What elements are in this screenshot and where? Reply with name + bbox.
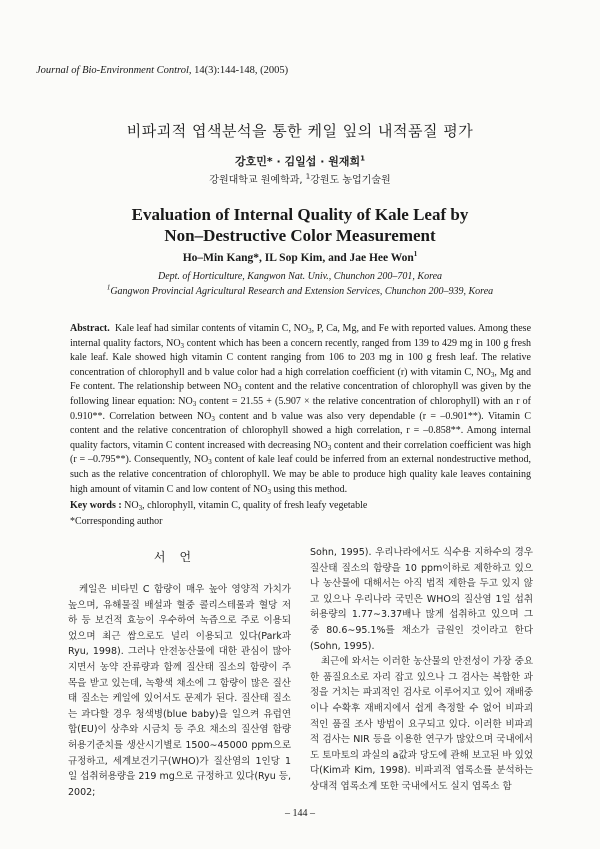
sub-3: 3: [211, 414, 215, 423]
abstract-label: Abstract.: [70, 323, 110, 334]
keywords-text-a: NO: [121, 500, 139, 511]
sub-3: 3: [208, 458, 212, 467]
sub-3: 3: [267, 487, 271, 496]
keywords-sub: 3: [138, 504, 143, 512]
english-affiliation: [0, 269, 600, 299]
abstract-text-1: Kale leaf had similar contents of vitamin C, NO: [115, 323, 309, 334]
korean-affil-a: 강원대학교 원예학과,: [209, 175, 306, 186]
journal-citation: [36, 65, 288, 76]
english-title: [0, 204, 600, 246]
abstract-text-2: , P, Ca, Mg, and Fe with reported values. Among these internal quality factors, NO: [70, 323, 532, 349]
sub-3: 3: [327, 443, 332, 452]
corresponding-author-note: *Corresponding author: [70, 516, 163, 527]
abstract-text-4: , Mg and Fe content. The relationship between NO: [70, 366, 531, 393]
abstract-text-10: using this method.: [270, 483, 348, 495]
page-number: – 144 –: [285, 808, 315, 819]
body-column-right: [310, 545, 533, 795]
korean-affiliation: [0, 171, 600, 186]
sub-3: 3: [490, 370, 495, 379]
english-affil-2-sup: 1: [106, 283, 111, 292]
korean-authors: [0, 153, 600, 169]
keywords-label: Key words :: [70, 500, 122, 511]
english-affil-2-line: [0, 284, 600, 299]
korean-affil-sup: 1: [305, 172, 311, 181]
korean-title: 비파괴적 엽색분석을 통한 케일 잎의 내적품질 평가: [126, 122, 474, 140]
sub-3: 3: [308, 327, 312, 335]
body-right-paragraph-1: Sohn, 1995). 우리나라에서도 식수용 지하수의 경우 질산태 질소의 함량을 10 ppm이하로 제한하고 있으나 농산물에 대해서는 아직 법적 제한을 두고 있지 않고 있으나 우리나라 국민은 WHO의 질산염 1일 섭취허용량의 1.77∼3.37배나 많게 섭취하고 있으며 그 중 80.6∼95.1%를 채소가 급원인 것이라고 한다(Sohn, 1995).: [310, 547, 533, 652]
abstract-text-7: content and b value was also very dependable (r = –0.901**). Vitamin C content and the relative concentration of chlorophyll showed a high correlation, r = –0.858**. Among internal quality factors, vitamin C content increased with decreasing NO: [70, 410, 532, 451]
abstract-text-9: content of kale leaf could be inferred from an external nondestructive method, such as the relative concentration of chlorophyll. We may be able to produce high quality kale leaves containing high amount of vitamin C and low content of NO: [70, 454, 531, 495]
english-author-names: Ho–Min Kang*, IL Sop Kim, and Jae Hee Won: [182, 252, 414, 264]
body-left-paragraph: 케일은 비타민 C 함량이 매우 높아 영양적 가치가 높으며, 유해물질 배설과 혈중 콜리스테롤과 혈당 저하 등 보건적 효능이 우수하여 녹즙으로 주로 이용되었으며 최근 쌈으로도 널리 이용되고 있다(Park과 Ryu, 1998). 그러나 안전농산물에 대한 관심이 많아지면서 농약 잔류량과 함께 질산태 질소의 함량이 주목을 받고 있는데, 녹황색 채소에 그 함량이 많은 질산태 질소는 케일에 있어서도 문제가 된다. 질산태 질소는 과다할 경우 청색병(blue baby)을 일으켜 유럽연합(EU)이 상추와 시금치 등 주요 채소의 질산염 함량 허용기준치를 생산시기별로 1500∼45000 ppm으로 규정하고, 세계보건기구(WHO)가 질산염의 1인당 1일 섭취허용량을 219 mg으로 규정하고 있다(Ryu 등, 2002;: [68, 584, 291, 798]
english-author-sup: 1: [413, 250, 418, 259]
korean-author-names: 강호민* · 김일섭 · 원재희: [235, 155, 361, 168]
korean-author-sup: 1: [360, 154, 365, 163]
journal-name: Journal of Bio-Environment Control,: [36, 65, 192, 76]
sub-3: 3: [238, 385, 242, 394]
keywords: [70, 500, 531, 511]
abstract-text-5: content and the relative concentration of chlorophyll was given by the following linear equation: NO: [70, 381, 531, 407]
english-affil-1: Dept. of Horticulture, Kangwon Nat. Univ., Chunchon 200–701, Korea: [157, 271, 443, 282]
english-affil-2: Gangwon Provincial Agricultural Research and Extension Services, Chunchon 200–939, Korea: [110, 286, 494, 297]
abstract: [70, 322, 531, 497]
section-heading-introduction: 서언: [153, 550, 206, 564]
body-right-paragraph-2: 최근에 와서는 이러한 농산물의 안전성이 가장 중요한 품질요소로 자리 잡고 있으나 그 검사는 복합한 과정을 거치는 파괴적인 검사로 이루어지고 있어 재배중이나 수확후 재배지에서 쉽게 측정할 수 없어 비파괴적인 품질 조사 방법이 요구되고 있다. 이러한 비파괴적 검사는 NIR 등을 이용한 연구가 많았으며 국내에서도 토마토의 과실의 a값과 당도에 관해 보고된 바 있었다(Kim과 Kim, 1998). 비파괴적 엽록소를 분석하는 상대적 엽록소계 또한 국내에서도 실지 엽록소 함: [310, 656, 533, 792]
english-title-line2: Non–Destructive Color Measurement: [164, 226, 436, 245]
english-title-line1: Evaluation of Internal Quality of Kale Leaf by: [131, 205, 469, 224]
english-authors: [0, 252, 600, 264]
abstract-text-8: content and their correlation coefficient was high (r = –0.795**). Consequently, NO: [70, 439, 532, 466]
korean-affil-b: 강원도 농업기술원: [310, 175, 391, 186]
abstract-text-3: content which has been a concern recently, ranged from 139 to 429 mg in 100 g fresh kale leaf. Kale showed high vitamin C content ranging from 106 to 203 mg in 100 g fresh leaf. The relative concentration of chlorophyll and b value color had a high correlation coefficient (r) with vitamin C, NO: [70, 337, 532, 378]
sub-3: 3: [192, 399, 197, 408]
sub-3: 3: [180, 341, 185, 350]
abstract-text-6: content = 21.55 + (5.907 × the relative concentration of chlorophyll) with an r of 0.910**. Correlation between NO: [70, 395, 531, 422]
keywords-text-b: , chlorophyll, vitamin C, quality of fresh leafy vegetable: [142, 500, 368, 511]
journal-volume: 14(3):144-148, (2005): [191, 65, 289, 76]
body-column-left: [68, 582, 291, 800]
